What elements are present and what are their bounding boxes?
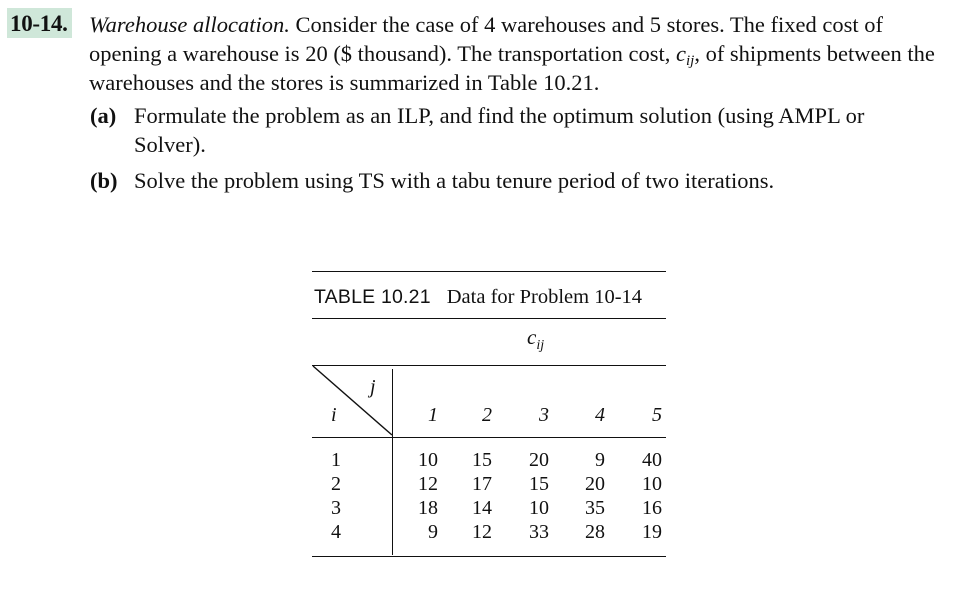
table-top-rule: [312, 271, 666, 272]
table-cell: 17: [472, 473, 492, 495]
problem-number: 10-14.: [7, 8, 72, 38]
row-variable-label: i: [331, 404, 337, 426]
problem-title: Warehouse allocation.: [89, 12, 290, 37]
data-table: [312, 271, 666, 561]
table-cell: 10: [642, 473, 662, 495]
table-cell: 15: [529, 473, 549, 495]
table-body-rule: [312, 437, 666, 438]
table-cell: 35: [585, 497, 605, 519]
table-label: TABLE 10.21: [314, 286, 431, 308]
table-cell: 9: [595, 449, 605, 471]
problem-text-1: Consider the case of 4 warehouses and 5 stores. The fixed cost of opening a warehouse is 20 ($ thousand). The transportation cost,: [89, 12, 884, 66]
column-header: 3: [539, 404, 549, 426]
table-cell: 12: [472, 521, 492, 543]
table-group-header: [527, 325, 545, 353]
table-title: Data for Problem 10-14: [446, 286, 643, 308]
table-cell: 18: [418, 497, 438, 519]
row-index: 2: [331, 473, 341, 495]
table-cell: 40: [642, 449, 662, 471]
column-header: 5: [652, 404, 662, 426]
group-symbol-sub: ij: [536, 338, 545, 353]
table-cell: 15: [472, 449, 492, 471]
problem-text-2: , of shipments between the warehouses and the stores is summarized in Table 10.21.: [89, 41, 935, 95]
part-b-letter: (b): [90, 168, 118, 193]
table-cell: 33: [529, 521, 549, 543]
row-header-divider: [392, 369, 393, 555]
table-caption-rule: [312, 318, 666, 319]
table-cell: 14: [472, 497, 492, 519]
column-variable-label: j: [370, 376, 376, 398]
table-bottom-rule: [312, 556, 666, 557]
table-cell: 20: [529, 449, 549, 471]
table-cell: 16: [642, 497, 662, 519]
column-header: 4: [595, 404, 605, 426]
cost-symbol: [675, 41, 695, 69]
diagonal-header-line: [312, 365, 394, 437]
group-symbol: c: [527, 325, 537, 349]
row-index: 3: [331, 497, 341, 519]
table-caption: [314, 286, 642, 309]
table-cell: 28: [585, 521, 605, 543]
row-index: 1: [331, 449, 341, 471]
problem-statement: [89, 10, 949, 97]
table-cell: 20: [585, 473, 605, 495]
table-cell: 12: [418, 473, 438, 495]
cost-symbol-sub: ij: [685, 53, 695, 69]
table-cell: 19: [642, 521, 662, 543]
part-a-text-line-2: Solver).: [134, 132, 206, 157]
part-a-text-line-1: Formulate the problem as an ILP, and find the optimum solution (using AMPL or: [134, 103, 865, 128]
cost-symbol-base: c: [675, 41, 686, 66]
table-cell: 9: [428, 521, 438, 543]
column-header: 2: [482, 404, 492, 426]
part-a-letter: (a): [90, 103, 117, 128]
column-header: 1: [428, 404, 438, 426]
row-index: 4: [331, 521, 341, 543]
part-b-text: Solve the problem using TS with a tabu tenure period of two iterations.: [134, 168, 775, 193]
table-cell: 10: [418, 449, 438, 471]
table-cell: 10: [529, 497, 549, 519]
